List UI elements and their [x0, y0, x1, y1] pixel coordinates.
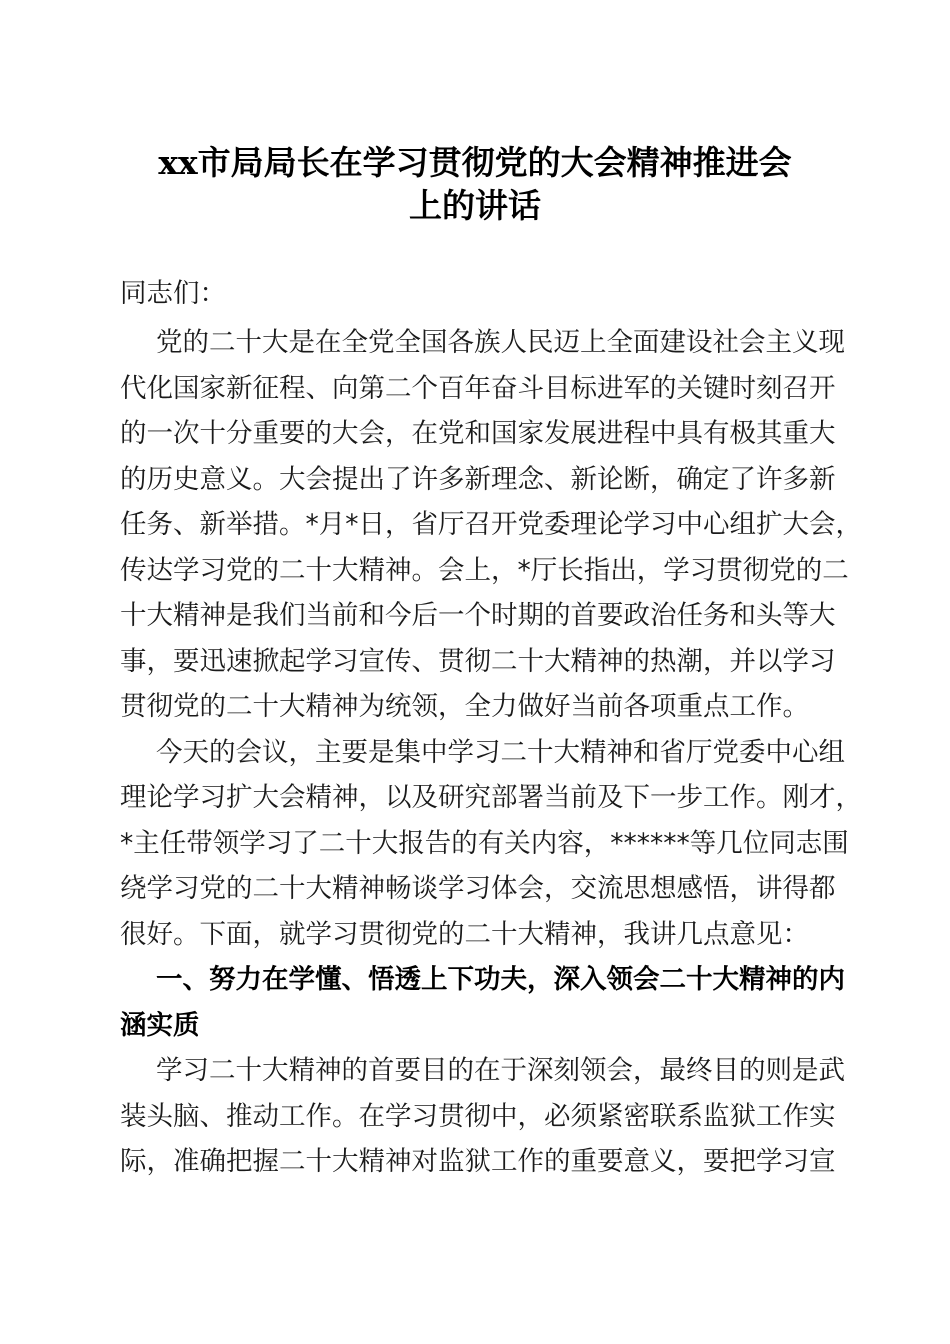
- paragraph-line: *主任带领学习了二十大报告的有关内容，******等几位同志围: [120, 828, 849, 859]
- document-title-line-1: xx市局局长在学习贯彻党的大会精神推进会: [158, 143, 792, 182]
- paragraph-line: 党的二十大是在全党全国各族人民迈上全面建设社会主义现: [156, 327, 845, 358]
- paragraph-line: 今天的会议，主要是集中学习二十大精神和省厅党委中心组: [156, 737, 845, 768]
- paragraph-line: 理论学习扩大会精神，以及研究部署当前及下一步工作。刚才，: [120, 782, 862, 813]
- section-heading-line: 涵实质: [120, 1010, 200, 1041]
- paragraph-line: 代化国家新征程、向第二个百年奋斗目标进军的关键时刻召开: [120, 373, 836, 404]
- paragraph-line: 的一次十分重要的大会，在党和国家发展进程中具有极其重大: [120, 418, 836, 449]
- paragraph-line: 十大精神是我们当前和今后一个时期的首要政治任务和头等大: [120, 600, 836, 631]
- paragraph-line: 很好。下面，就学习贯彻党的二十大精神，我讲几点意见：: [120, 919, 809, 950]
- paragraph-line: 传达学习党的二十大精神。会上，*厅长指出，学习贯彻党的二: [120, 555, 849, 586]
- paragraph-line: 事，要迅速掀起学习宣传、贯彻二十大精神的热潮，并以学习: [120, 646, 836, 677]
- paragraph-line: 际，准确把握二十大精神对监狱工作的重要意义，要把学习宣: [120, 1146, 836, 1177]
- paragraph-line: 绕学习党的二十大精神畅谈学习体会，交流思想感悟，讲得都: [120, 873, 836, 904]
- section-heading-line: 一、努力在学懂、悟透上下功夫，深入领会二十大精神的内: [156, 964, 845, 995]
- paragraph-line: 装头脑、推动工作。在学习贯彻中，必须紧密联系监狱工作实: [120, 1101, 836, 1132]
- paragraph-line: 的历史意义。大会提出了许多新理念、新论断，确定了许多新: [120, 464, 836, 495]
- paragraph-line: 任务、新举措。*月*日，省厅召开党委理论学习中心组扩大会，: [120, 509, 862, 540]
- salutation: 同志们：: [120, 278, 226, 309]
- paragraph-line: 贯彻党的二十大精神为统领，全力做好当前各项重点工作。: [120, 691, 809, 722]
- paragraph-line: 学习二十大精神的首要目的在于深刻领会，最终目的则是武: [156, 1055, 845, 1086]
- document-title-line-2: 上的讲话: [409, 186, 541, 225]
